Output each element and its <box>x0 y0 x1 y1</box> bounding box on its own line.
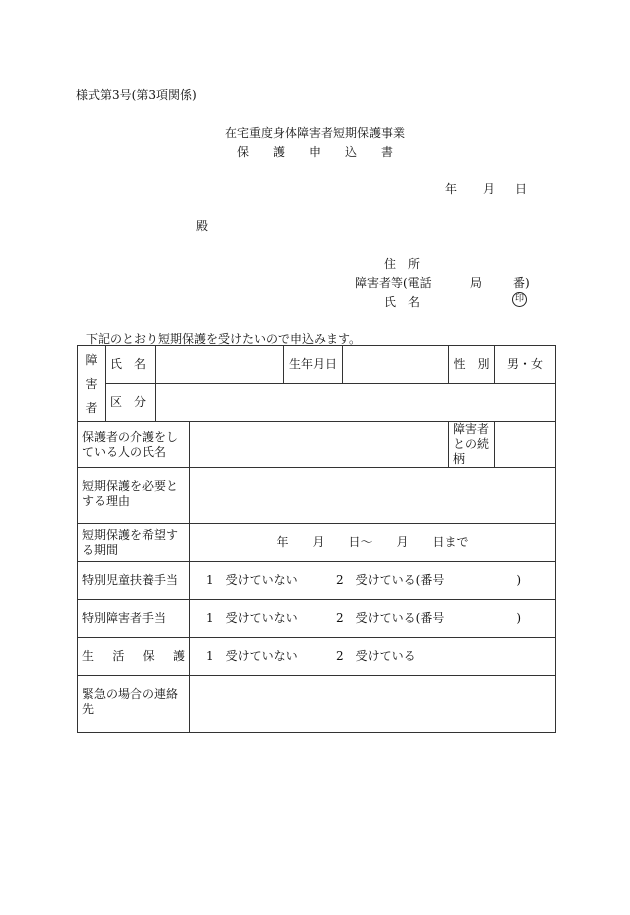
emergency-contact-field[interactable] <box>190 676 556 733</box>
option-receiving-number[interactable]: 2 受けている(番号 ) <box>336 573 521 587</box>
special-allowance-label: 特別障害者手当 <box>78 600 190 638</box>
applicant-name-label: 氏 名 <box>384 295 421 309</box>
welfare-options[interactable] <box>190 638 556 676</box>
option-not-receiving[interactable]: 1 受けていない <box>206 649 298 663</box>
relation-field[interactable] <box>495 422 556 468</box>
document-title: 保 護 申 込 書 <box>236 145 393 159</box>
intro-text: 下記のとおり短期保護を受けたいので申込みます。 <box>86 332 362 346</box>
gender-label: 性 別 <box>449 346 495 384</box>
phone-number-label: 番) <box>513 276 530 290</box>
period-field[interactable]: 年 月 日〜 月 日まで <box>190 524 556 562</box>
child-allowance-label: 特別児童扶養手当 <box>78 562 190 600</box>
category-field[interactable] <box>156 384 556 422</box>
application-table <box>77 345 556 733</box>
program-title: 在宅重度身体障害者短期保護事業 <box>224 126 405 140</box>
phone-station-label: 局 <box>470 276 483 290</box>
emergency-contact-label: 緊急の場合の連絡先 <box>78 676 190 733</box>
period-label: 短期保護を希望する期間 <box>78 524 190 562</box>
caregiver-label: 保護者の介護をしている人の氏名 <box>78 422 190 468</box>
relation-label: 障害者との続柄 <box>449 422 495 468</box>
birthdate-label: 生年月日 <box>284 346 343 384</box>
welfare-label: 生活保護 <box>78 638 190 676</box>
option-not-receiving[interactable]: 1 受けていない <box>206 573 298 587</box>
gender-options[interactable]: 男・女 <box>495 346 556 384</box>
caregiver-field[interactable] <box>190 422 449 468</box>
addressee-suffix: 殿 <box>196 219 209 233</box>
applicant-phone-label: 障害者等(電話 <box>355 276 432 290</box>
special-allowance-options[interactable] <box>190 600 556 638</box>
seal-icon: 印 <box>512 292 527 307</box>
birthdate-field[interactable] <box>343 346 449 384</box>
form-number: 様式第3号(第3項関係) <box>76 88 197 102</box>
seal-mark <box>512 292 527 307</box>
reason-field[interactable] <box>190 468 556 524</box>
name-label: 氏 名 <box>106 346 156 384</box>
option-receiving[interactable]: 2 受けている <box>336 649 416 663</box>
name-field[interactable] <box>156 346 284 384</box>
reason-label: 短期保護を必要とする理由 <box>78 468 190 524</box>
option-receiving-number[interactable]: 2 受けている(番号 ) <box>336 611 521 625</box>
option-not-receiving[interactable]: 1 受けていない <box>206 611 298 625</box>
date-year: 年 <box>445 182 458 196</box>
date-day: 日 <box>515 182 528 196</box>
address-label: 住 所 <box>384 257 421 271</box>
disabled-person-header: 障 害 者 <box>78 346 106 422</box>
date-month: 月 <box>483 182 496 196</box>
category-label: 区 分 <box>106 384 156 422</box>
child-allowance-options[interactable] <box>190 562 556 600</box>
